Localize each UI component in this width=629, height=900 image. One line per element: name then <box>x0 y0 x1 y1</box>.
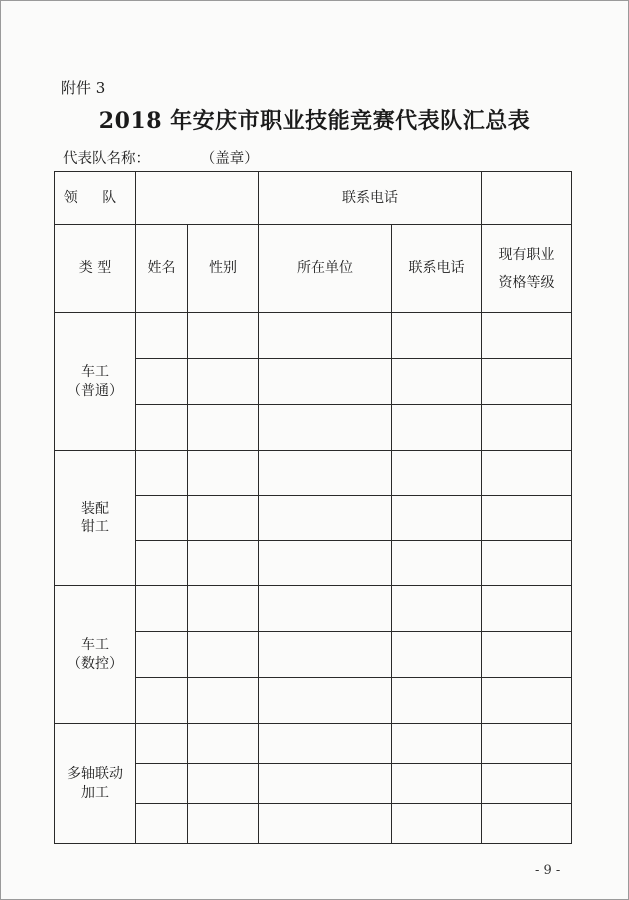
category-line2: 钳工 <box>81 519 109 535</box>
gender-cell <box>188 496 259 541</box>
category-cell <box>55 313 136 451</box>
phone-cell <box>392 496 482 541</box>
level-cell <box>482 541 572 586</box>
category-cell <box>55 724 136 844</box>
level-cell <box>482 764 572 804</box>
name-cell <box>136 804 188 844</box>
gender-cell <box>188 451 259 496</box>
team-name-label: 代表队名称： <box>63 151 150 167</box>
stamp-label: （盖章） <box>208 151 259 167</box>
level-cell <box>482 451 572 496</box>
name-cell <box>136 359 188 405</box>
gender-cell <box>188 632 259 678</box>
category-line1: 多轴联动 <box>67 766 123 783</box>
leader-name-cell <box>136 172 259 225</box>
phone-cell <box>392 724 482 764</box>
unit-cell <box>259 451 392 496</box>
phone-cell <box>392 405 482 451</box>
summary-table <box>54 171 572 844</box>
gender-cell <box>188 678 259 724</box>
header-type: 类 型 <box>55 225 136 313</box>
gender-cell <box>188 764 259 804</box>
phone-cell <box>392 451 482 496</box>
name-cell <box>136 724 188 764</box>
contact-phone-cell <box>482 172 572 225</box>
category-cell <box>55 451 136 586</box>
unit-cell <box>259 764 392 804</box>
category-line2: （普通） <box>67 382 123 399</box>
level-cell <box>482 724 572 764</box>
unit-cell <box>259 496 392 541</box>
level-cell <box>482 405 572 451</box>
category-line1: 车工 <box>81 364 109 381</box>
phone-cell <box>392 764 482 804</box>
category-line1: 车工 <box>81 637 109 654</box>
table-row <box>55 586 572 632</box>
phone-cell <box>392 541 482 586</box>
header-level-line2: 资格等级 <box>498 274 555 291</box>
contact-phone-label: 联系电话 <box>259 172 482 225</box>
name-cell <box>136 451 188 496</box>
unit-cell <box>259 632 392 678</box>
phone-cell <box>392 678 482 724</box>
gender-cell <box>188 405 259 451</box>
phone-cell <box>392 632 482 678</box>
name-cell <box>136 678 188 724</box>
unit-cell <box>259 724 392 764</box>
name-cell <box>136 496 188 541</box>
name-cell <box>136 541 188 586</box>
level-cell <box>482 804 572 844</box>
level-cell <box>482 586 572 632</box>
header-phone: 联系电话 <box>392 225 482 313</box>
header-unit: 所在单位 <box>259 225 392 313</box>
gender-cell <box>188 724 259 764</box>
gender-cell <box>188 541 259 586</box>
unit-cell <box>259 313 392 359</box>
attachment-label: 附件 3 <box>61 79 106 97</box>
name-cell <box>136 313 188 359</box>
team-name-line <box>63 147 259 168</box>
table-row <box>55 313 572 359</box>
phone-cell <box>392 313 482 359</box>
name-cell <box>136 586 188 632</box>
name-cell <box>136 405 188 451</box>
name-cell <box>136 632 188 678</box>
header-gender: 性别 <box>188 225 259 313</box>
page-number: - 9 - <box>535 863 561 878</box>
unit-cell <box>259 541 392 586</box>
unit-cell <box>259 359 392 405</box>
gender-cell <box>188 804 259 844</box>
category-cell <box>55 586 136 724</box>
unit-cell <box>259 586 392 632</box>
header-level-line1: 现有职业 <box>498 246 555 263</box>
category-line2: 加工 <box>81 784 109 801</box>
name-cell <box>136 764 188 804</box>
level-cell <box>482 313 572 359</box>
table-row <box>55 451 572 496</box>
phone-cell <box>392 586 482 632</box>
unit-cell <box>259 678 392 724</box>
phone-cell <box>392 359 482 405</box>
header-level <box>482 225 572 313</box>
gender-cell <box>188 586 259 632</box>
category-line2: （数控） <box>67 655 123 672</box>
level-cell <box>482 678 572 724</box>
leader-label: 领 队 <box>55 172 136 225</box>
leader-row <box>55 172 572 225</box>
unit-cell <box>259 804 392 844</box>
category-line1: 装配 <box>81 500 109 517</box>
gender-cell <box>188 313 259 359</box>
level-cell <box>482 632 572 678</box>
header-name: 姓名 <box>136 225 188 313</box>
document-title: 2018 年安庆市职业技能竞赛代表队汇总表 <box>98 108 531 134</box>
unit-cell <box>259 405 392 451</box>
table-row <box>55 724 572 764</box>
header-row <box>55 225 572 313</box>
gender-cell <box>188 359 259 405</box>
level-cell <box>482 496 572 541</box>
phone-cell <box>392 804 482 844</box>
level-cell <box>482 359 572 405</box>
